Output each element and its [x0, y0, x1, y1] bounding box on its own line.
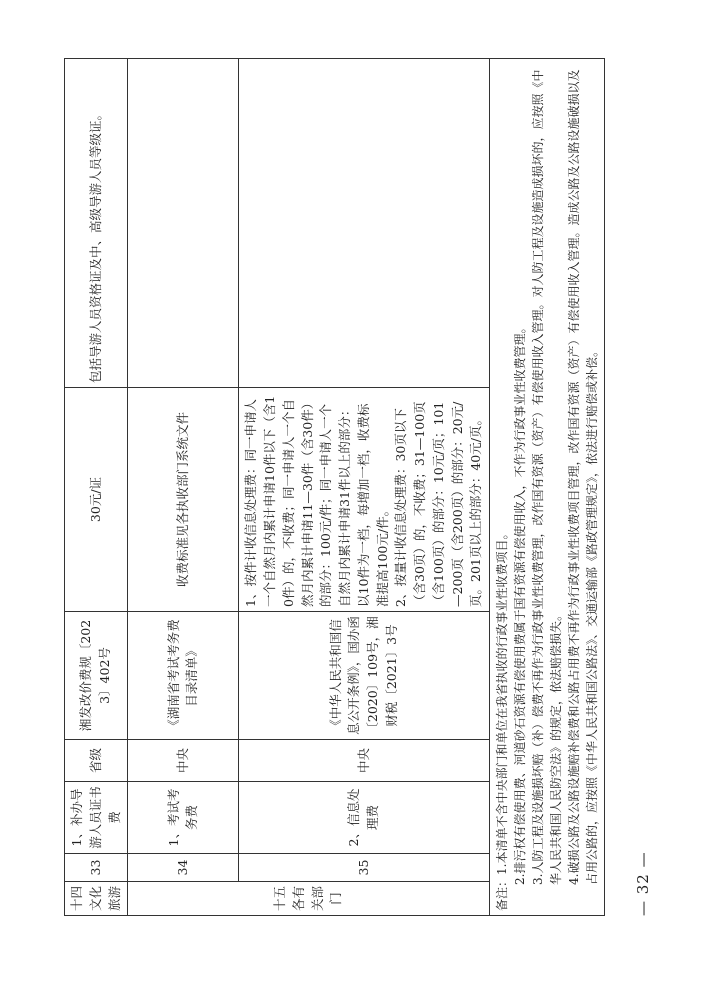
standard-cell — [239, 388, 490, 612]
note-1: 备注：1.本清单不含中央部门和单位在我省执收的行政事业性收费项目。 — [495, 527, 509, 911]
page-number: — 32 — — [634, 851, 652, 916]
notes-row — [490, 59, 605, 916]
remark-cell — [128, 59, 239, 388]
standard-cell: 收费标准见各执收部门系统文件 — [128, 388, 239, 612]
fee-table — [64, 58, 605, 916]
number-cell: 33 — [65, 854, 128, 882]
basis-cell: 湘发改价费规〔2023〕402号 — [65, 612, 128, 740]
note-2: 2.排污权有偿使用费、河道砂石资源有偿使用费属于国有资源有偿使用收入，不作为行政事业性收费管理。 — [513, 321, 527, 885]
item-cell: 1、补办导游人员证书费 — [65, 782, 128, 854]
standard-cell: 30元/证 — [65, 388, 128, 612]
number-cell: 35 — [239, 854, 490, 882]
level-cell: 中央 — [239, 740, 490, 782]
standard-paragraph-2: 2、按量计收信息处理费：30页以下（含30页）的，不收费；31—100页（含100页）的部分：10元/页；101—200页（含200页）的部分：20元/页。201页以上的部分：40元/页。 — [393, 401, 484, 607]
number-cell: 34 — [128, 854, 239, 882]
basis-cell: 《中华人民共和国信息公开条例》，国办函〔2020〕109号，湘财税〔2021〕3号 — [239, 612, 490, 740]
remark-cell: 包括导游人员资格证及中、高级导游人员等级证。 — [65, 59, 128, 388]
notes-cell — [490, 59, 605, 916]
category-cell: 十五 各有关部门 — [128, 882, 490, 916]
table-row-35 — [239, 59, 490, 916]
table-row-34 — [128, 59, 239, 916]
level-cell: 省级 — [65, 740, 128, 782]
table-row-33 — [65, 59, 128, 916]
level-cell: 中央 — [128, 740, 239, 782]
note-4: 4.破损公路及公路设施赔补偿费和公路占用费不再作为行政事业性收费项目管理，改作国有资源（资产）有偿使用收入管理。造成公路及公路设施破损以及占用公路的，应按照《中华人民共和国公路法》、交通运输部《路政管理规定》，依法进行赔偿或补偿。 — [567, 69, 599, 885]
note-3: 3.人防工程及设施损坏赔（补）偿费不再作为行政事业性收费管理，改作国有资源（资产）有偿使用收入管理。对人防工程及设施造成损坏的，应按照《中华人民共和国人民防空法》的规定，依法赔偿损失。 — [531, 69, 563, 885]
category-cell: 十四 文化旅游 — [65, 882, 128, 916]
standard-paragraph-1: 1、按件计收信息处理费：同一申请人一个自然月内累计申请10件以下（含10件）的，不收费；同一申请人一个自然月内累计申请11—30件（含30件）的部分：100元/件；同一申请人一个自然月内累计申请31件以上的部分：以10件为一档，每增加一档，收费标准提高100元/件。 — [243, 395, 390, 607]
basis-cell: 《湖南省考试考务费目录清单》 — [128, 612, 239, 740]
item-cell: 2、信息处理费 — [239, 782, 490, 854]
item-cell: 1、考试考务费 — [128, 782, 239, 854]
fee-table-container — [64, 59, 605, 916]
remark-cell — [239, 59, 490, 388]
